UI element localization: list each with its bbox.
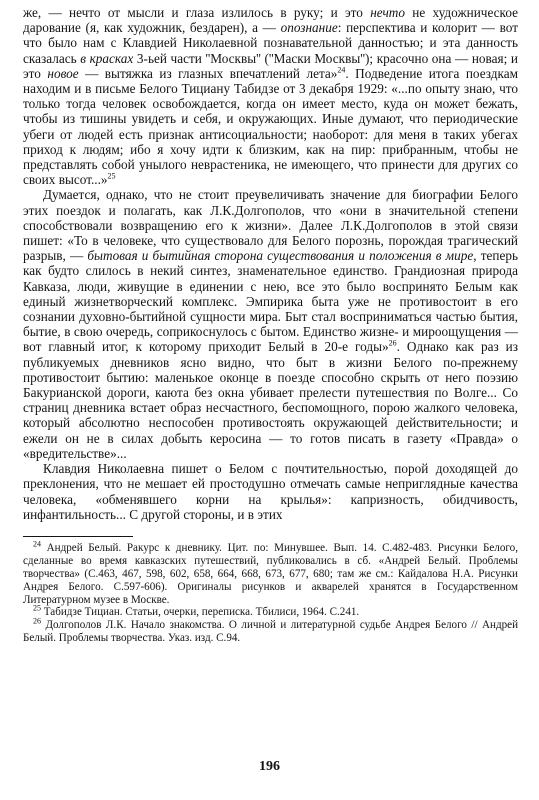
- italic-text: бытовая и бытийная сторона существования и положения в мире: [87, 248, 474, 264]
- footnote-text: Андрей Белый. Ракурс к дневнику. Цит. по: Минувшее. Вып. 14. С.482-483. Рисунки Белого, сделанные во время кавказских путешествий, публиковались в сб. «Андрей Белый. Проблемы творчества» (С.463, 467, 598, 602, 658, 664, 668, 673, 677, 680; там же см.: Кайдалова Н.А. Рисунки Андрея Белого. С.597-606). Оригиналы рисунков и акварелей хранятся в Государственном Литературном музее в Москве.: [23, 541, 518, 606]
- text-run: 3-ьей части ''Москвы'' (''Маски Москвы''); красочно она — новая; и это: [23, 50, 518, 81]
- italic-text: опознание: [280, 20, 338, 36]
- page: [23, 5, 518, 645]
- text-run: , теперь как будто слилось в некий синтез, знаменательное единство. Грандиозная природа Кавказа, люди, живущие в единении с нею, все это было воспринято Белым как единый жизнетворческий комплекс. Эмпирика быта уже не противостоит в его сознании духовно-бытийной сущности мира. Быт стал восприниматься частью бытия, бытие, в свою очередь, соприкоснулось с бытом. Единство жизне- и мироощущения — вот главный итог, к которому приходит Белый в 20-е годы»: [23, 248, 519, 355]
- text-run: Клавдия Николаевна пишет о Белом с почтительностью, порой доходящей до преклонения, что не мешает ей простодушно отмечать самые неприглядные качества человека, «обменявшего корни на крылья»: капризность, обидчивость, инфантильность... С другой стороны, и в этих: [23, 461, 518, 522]
- footnote-ref: 24: [337, 65, 346, 75]
- paragraph: [23, 461, 518, 522]
- footnote: [23, 603, 518, 619]
- text-run: Думается, однако, что не стоит преувеличивать значение для биографии Белого этих поездок и полагать, как Л.К.Долгополов, что «они в значительной степени способствовали возвращению его к жизни». Далее Л.К.Долгополов в этой связи пишет: «То в человеке, что существовало для Белого порознь, порождая трагический разрыв, —: [23, 187, 518, 264]
- footnote-ref: 25: [107, 171, 116, 181]
- text-run: : перспектива и колорит — вот что было нам с Клавдией Николаевной познавательной данностью; и эта данность сказалась: [23, 20, 518, 66]
- footnote-text: Долгополов Л.К. Начало знакомства. О личной и литературной судьбе Андрея Белого // Андрей Белый. Проблемы творчества. Указ. изд. С.94.: [23, 619, 518, 645]
- italic-text: нечто: [370, 5, 405, 20]
- footnote-number: 24: [33, 539, 41, 549]
- footnotes: [23, 539, 518, 645]
- footnote-number: 25: [33, 603, 41, 613]
- footnote-divider: [23, 536, 133, 537]
- main-text: [23, 5, 518, 522]
- text-run: не художническое дарование (я, как художник, бездарен), а —: [23, 5, 518, 36]
- footnote-text: Табидзе Тициан. Статьи, очерки, переписка. Тбилиси, 1964. С.241.: [41, 606, 360, 619]
- paragraph: [23, 187, 518, 461]
- text-run: — вытяжка из глазных впечатлений лета»: [78, 65, 338, 81]
- page-number: 196: [259, 759, 280, 774]
- italic-text: в красках: [80, 50, 134, 66]
- footnote-ref: 26: [388, 339, 397, 349]
- text-run: . Однако как раз из публикуемых дневников ясно видно, что быт в жизни Белого по-прежнему противостоит бытию: маленькое оконце в поезде способно скрыть от него поэзию Бакурианской дороги, каюта без окна убивает прелести путешествия по Волге... Со страниц дневника встает образ несчастного, беспомощного, порою жалкого человека, который абсолютно неспособен противостоять окружающей действительности; и ежели он не в силах добыть керосина — то готов писать в газету «Правда» о «вредительстве»...: [23, 339, 518, 461]
- footnote: [23, 616, 518, 645]
- paragraph: [23, 5, 518, 187]
- italic-text: новое: [47, 65, 79, 81]
- text-run: же, — нечто от мысли и глаза излилось в руку; и это: [23, 5, 371, 20]
- text-run: . Подведение итога поездкам находим и в письме Белого Тициану Табидзе от 3 декабря 1929: «...по опыту знаю, что только тогда человек освобождается, когда он имеет место, куда он может бежать, чтобы из тишины увидеть и себя, и окружающих. Иные думают, что периодические убеги от людей есть признак антисоциальности; наоборот: для меня в таких убегах приход к людям; ибо я хочу идти к близким, как на пир: прибранным, чтобы не представлять собой унылого неврастеника, не имеющего, что принести для других со своих высот...»: [23, 65, 518, 188]
- footnote-number: 26: [33, 616, 41, 626]
- footnote: [23, 539, 518, 607]
